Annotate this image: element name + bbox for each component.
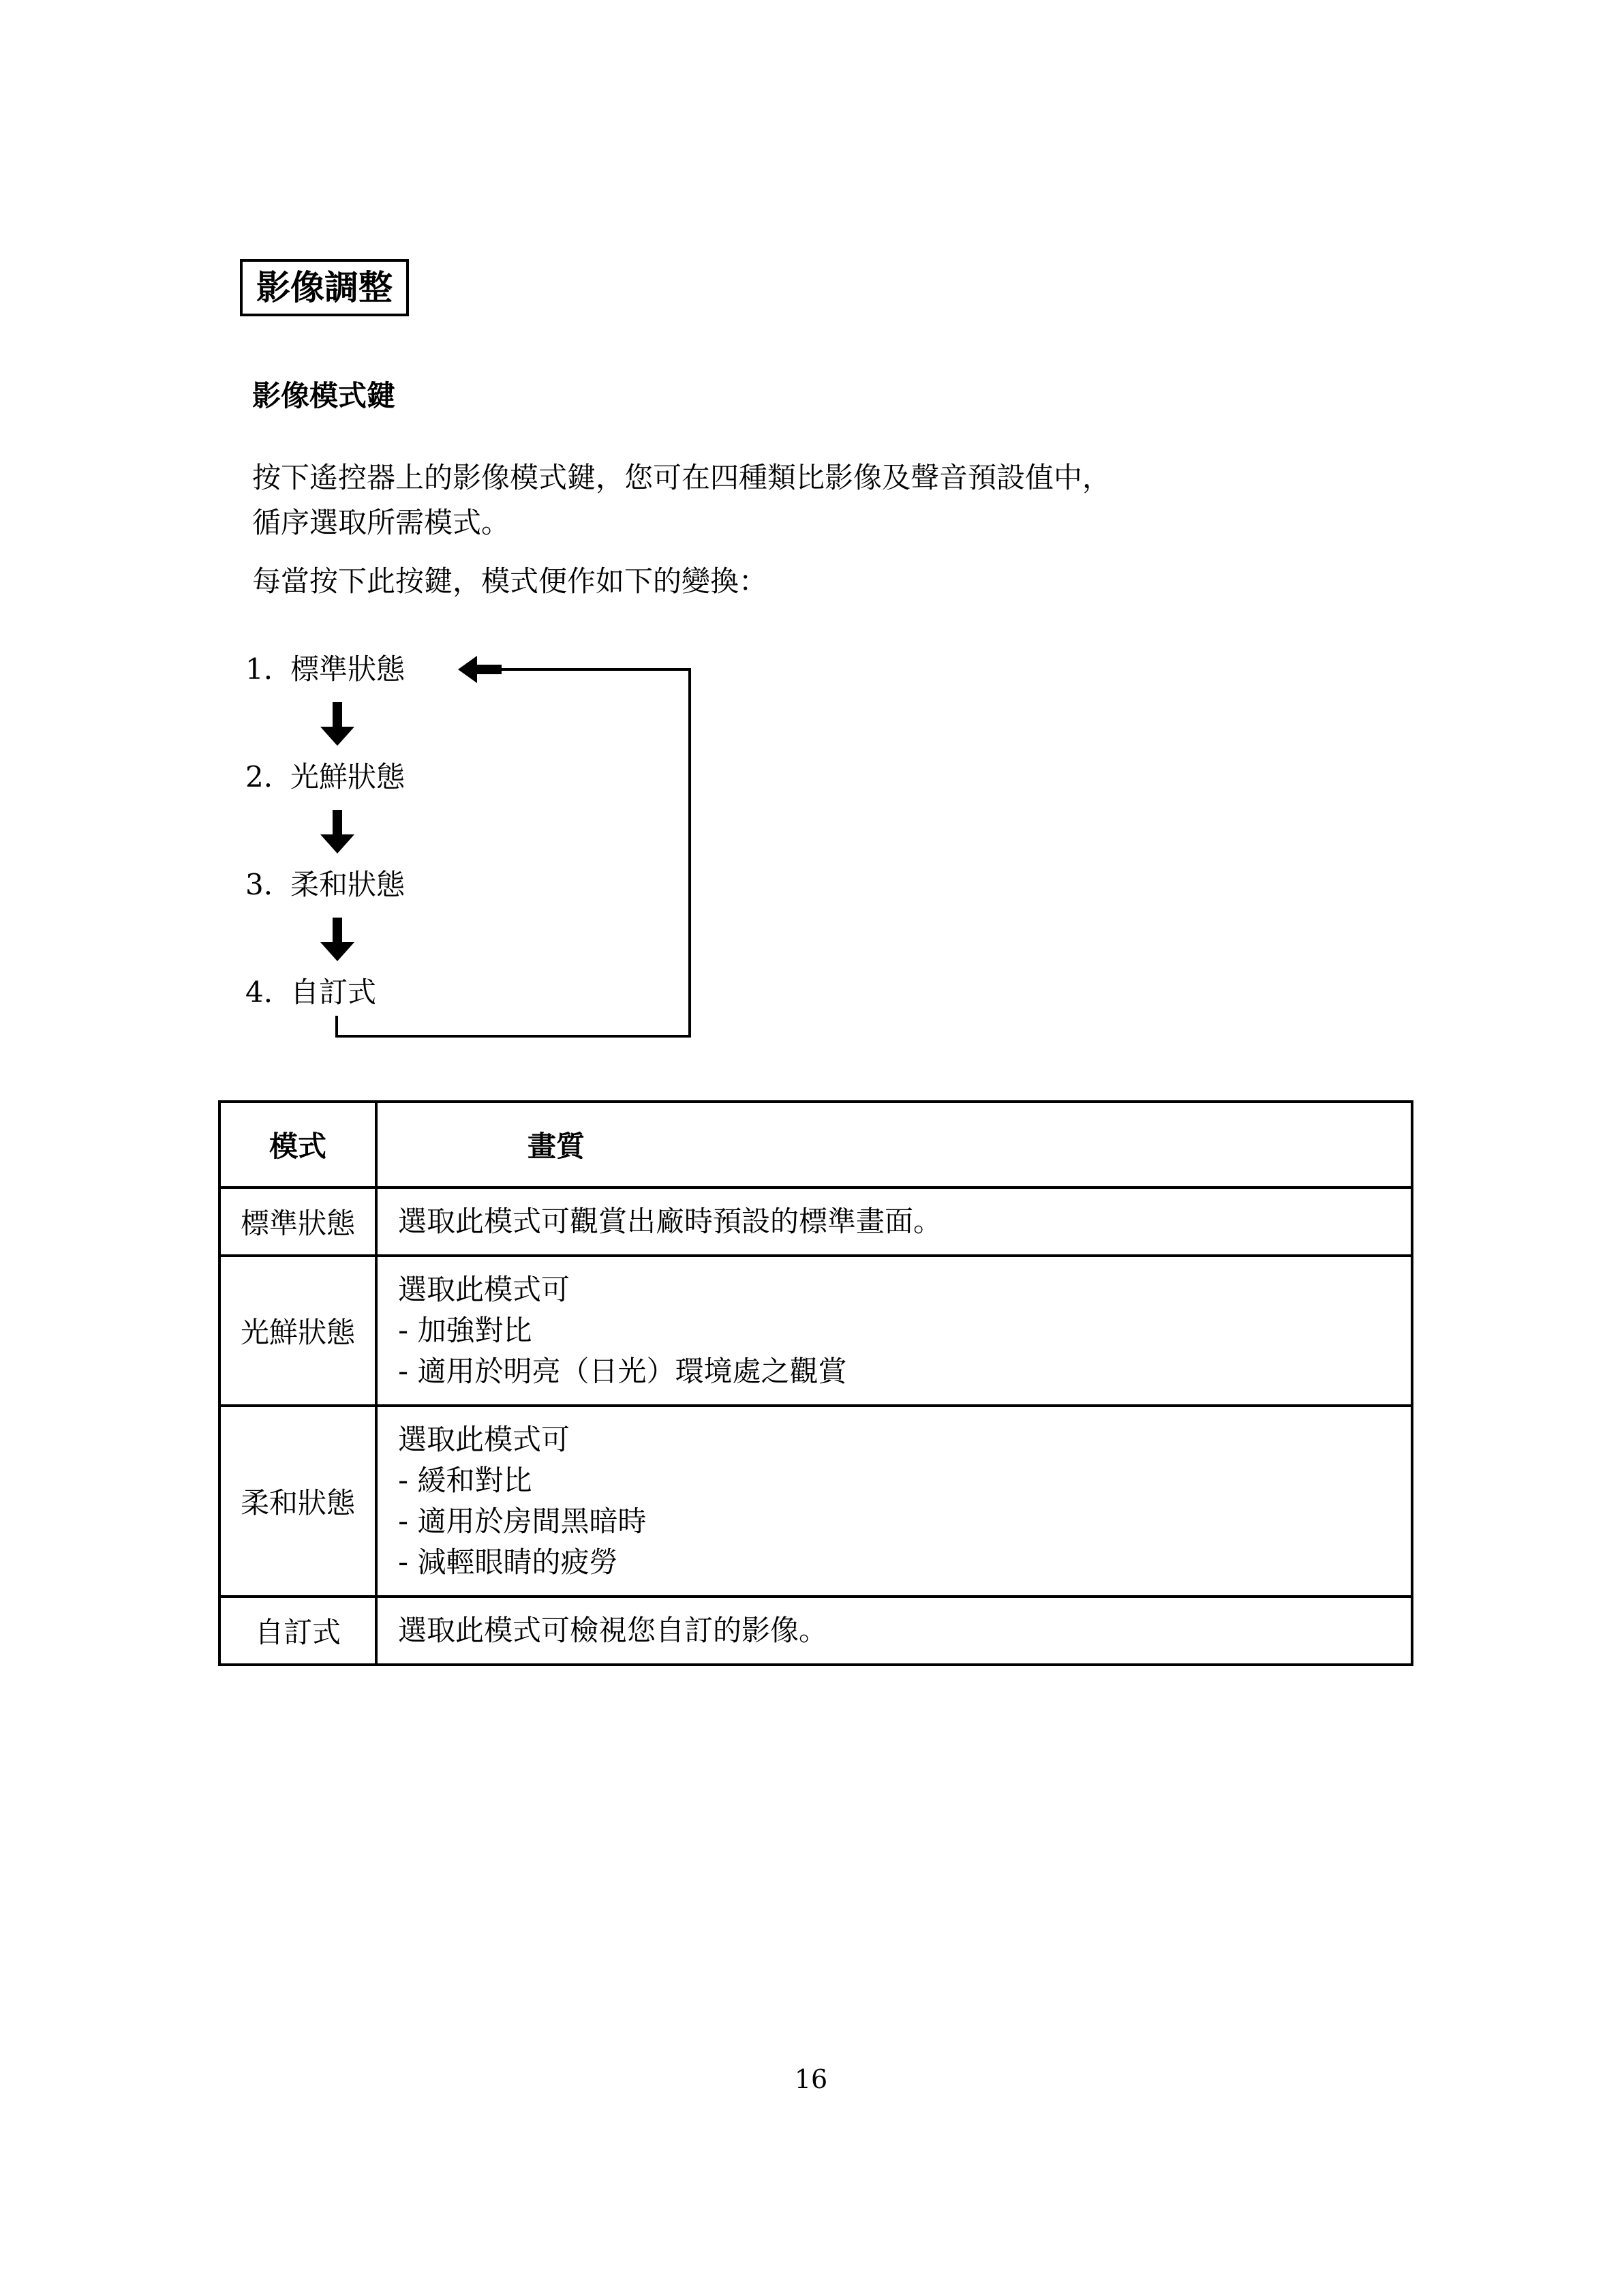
description-line: - 加強對比 xyxy=(398,1314,532,1347)
down-arrow-icon xyxy=(320,810,354,854)
intro-paragraph-line-1: 按下遙控器上的影像模式鍵，您可在四種類比影像及聲音預設值中， xyxy=(252,461,1112,494)
table-header-mode: 模式 xyxy=(219,1102,376,1188)
description-line: 選取此模式可 xyxy=(398,1273,570,1306)
table-header-row xyxy=(219,1102,1412,1188)
description-cell xyxy=(376,1597,1412,1665)
intro-paragraph-line-2: 循序選取所需模式。 xyxy=(252,506,510,539)
mode-cell: 標準狀態 xyxy=(219,1188,376,1256)
section-title: 影像調整 xyxy=(240,259,409,316)
description-line: - 減輕眼睛的疲勞 xyxy=(398,1545,618,1579)
down-arrow-icon xyxy=(320,918,354,961)
flow-step-number: 3. xyxy=(245,868,273,901)
description-line: - 適用於明亮（日光）環境處之觀賞 xyxy=(398,1355,847,1388)
description-cell xyxy=(376,1188,1412,1256)
left-arrow-icon xyxy=(458,656,477,683)
description-line: 選取此模式可 xyxy=(398,1423,570,1456)
picture-mode-table xyxy=(218,1100,1413,1666)
intro-paragraph-line-3: 每當按下此按鍵，模式便作如下的變換： xyxy=(252,564,768,598)
down-arrow-icon xyxy=(320,702,354,746)
flow-step-label: 標準狀態 xyxy=(290,652,406,686)
table-row xyxy=(219,1597,1412,1665)
description-line: - 適用於房間黑暗時 xyxy=(398,1505,647,1538)
description-line: 選取此模式可觀賞出廠時預設的標準畫面。 xyxy=(398,1205,943,1238)
description-cell xyxy=(376,1406,1412,1597)
mode-cell: 光鮮狀態 xyxy=(219,1256,376,1406)
description-line: - 緩和對比 xyxy=(398,1464,532,1497)
table-row xyxy=(219,1256,1412,1406)
flow-step-label: 柔和狀態 xyxy=(290,868,406,901)
description-line: 選取此模式可檢視您自訂的影像。 xyxy=(398,1614,828,1647)
mode-cycle-diagram xyxy=(0,0,1622,1063)
mode-cell: 自訂式 xyxy=(219,1597,376,1665)
flow-step-label: 自訂式 xyxy=(290,976,377,1009)
return-loop-arrow xyxy=(337,656,690,1036)
flow-step-label: 光鮮狀態 xyxy=(290,760,406,794)
table-row xyxy=(219,1406,1412,1597)
mode-cell: 柔和狀態 xyxy=(219,1406,376,1597)
subtitle: 影像模式鍵 xyxy=(252,379,396,412)
flow-step-number: 1. xyxy=(245,652,273,686)
flow-step-number: 4. xyxy=(245,976,273,1009)
table-row xyxy=(219,1188,1412,1256)
flow-step-number: 2. xyxy=(245,760,273,794)
page-number: 16 xyxy=(794,2064,828,2094)
description-cell xyxy=(376,1256,1412,1406)
table-header-quality: 畫質 xyxy=(376,1102,1412,1188)
